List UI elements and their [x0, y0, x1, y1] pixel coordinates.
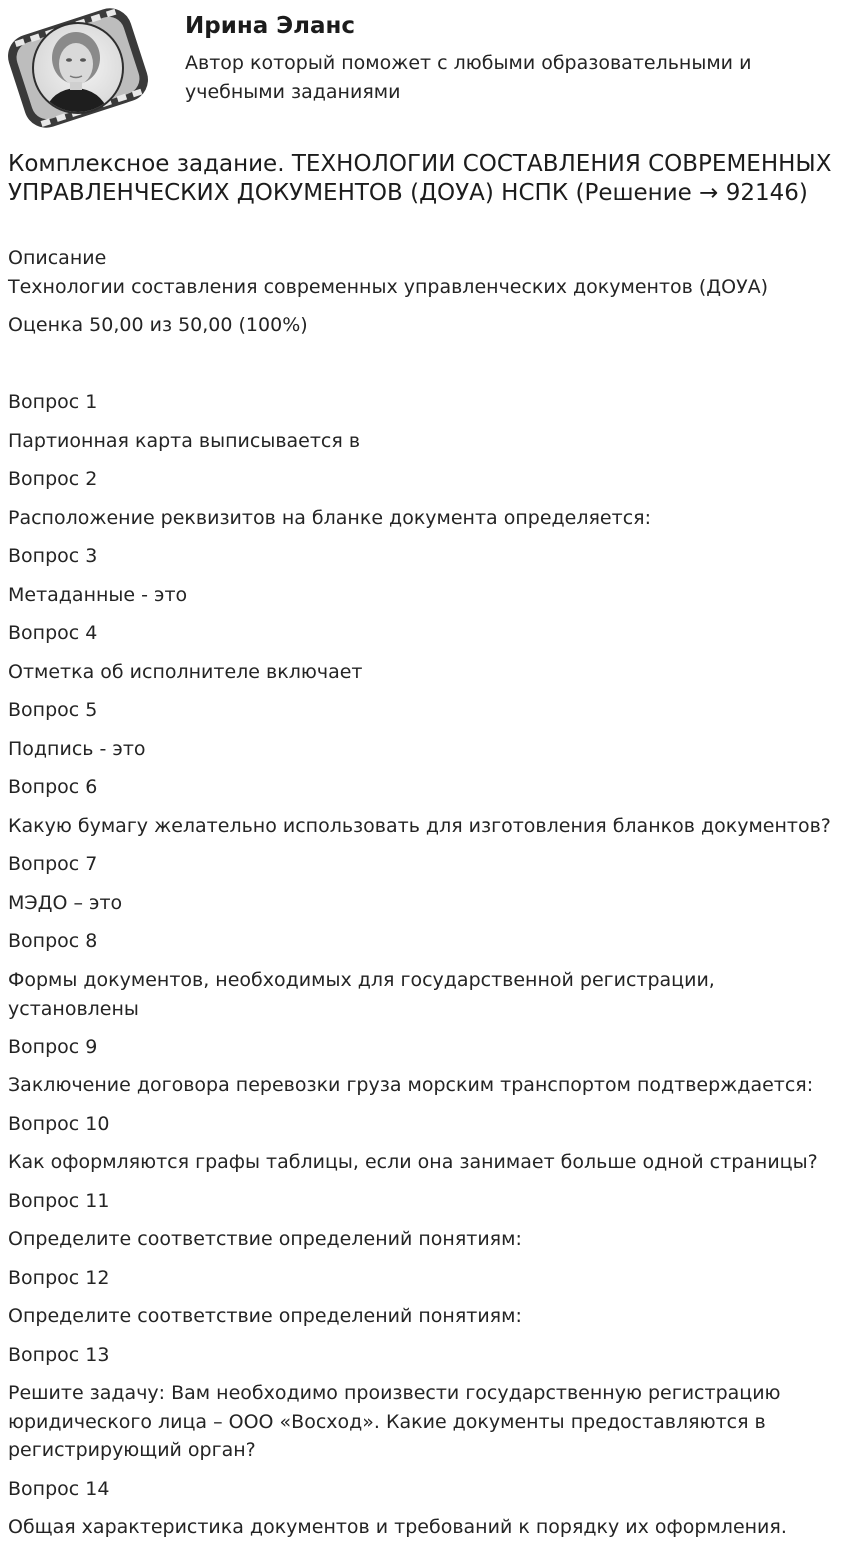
question-label: Вопрос 7 [8, 853, 98, 875]
question-text: Отметка об исполнителе включает [8, 661, 363, 683]
author-description: Автор который поможет с любыми образовательными и учебными заданиями [185, 52, 752, 103]
question-text: Партионная карта выписывается в [8, 430, 361, 452]
description-label: Описание [8, 247, 107, 269]
question-label: Вопрос 9 [8, 1036, 98, 1058]
score-text: Оценка 50,00 из 50,00 (100%) [8, 314, 308, 336]
question-text: Определите соответствие определений понятиям: [8, 1305, 522, 1327]
question-text: Подпись - это [8, 738, 146, 760]
question-text: Определите соответствие определений понятиям: [8, 1228, 522, 1250]
film-frame-avatar-image [6, 6, 152, 130]
question-label: Вопрос 11 [8, 1190, 110, 1212]
question-label: Вопрос 8 [8, 930, 98, 952]
question-label: Вопрос 14 [8, 1478, 110, 1500]
question-label: Вопрос 3 [8, 545, 98, 567]
question-label: Вопрос 2 [8, 468, 98, 490]
question-text: МЭДО – это [8, 892, 123, 914]
question-label: Вопрос 1 [8, 391, 98, 413]
question-text: Какую бумагу желательно использовать для изготовления бланков документов? [8, 815, 831, 837]
question-label: Вопрос 6 [8, 776, 98, 798]
question-text: Формы документов, необходимых для государственной регистрации, установлены [8, 969, 715, 1020]
author-name: Ирина Эланс [185, 13, 356, 39]
author-avatar [6, 6, 152, 130]
document-title: Комплексное задание. ТЕХНОЛОГИИ СОСТАВЛЕНИЯ СОВРЕМЕННЫХ УПРАВЛЕНЧЕСКИХ ДОКУМЕНТОВ (ДОУА) НСПК (Решение → 92146) [8, 151, 832, 206]
question-text: Заключение договора перевозки груза морским транспортом подтверждается: [8, 1074, 814, 1096]
question-label: Вопрос 10 [8, 1113, 110, 1135]
question-text: Решите задачу: Вам необходимо произвести государственную регистрацию юридического лица – ООО «Восход». Какие документы предоставляются в регистрирующий орган? [8, 1382, 781, 1461]
question-label: Вопрос 12 [8, 1267, 110, 1289]
question-text: Общая характеристика документов и требований к порядку их оформления. [8, 1516, 787, 1538]
question-text: Метаданные - это [8, 584, 188, 606]
question-label: Вопрос 4 [8, 622, 98, 644]
description-text: Технологии составления современных управленческих документов (ДОУА) [8, 276, 769, 298]
question-label: Вопрос 13 [8, 1344, 110, 1366]
author-header [0, 0, 847, 140]
question-text: Расположение реквизитов на бланке документа определяется: [8, 507, 651, 529]
question-text: Как оформляются графы таблицы, если она занимает больше одной страницы? [8, 1151, 818, 1173]
question-label: Вопрос 5 [8, 699, 98, 721]
